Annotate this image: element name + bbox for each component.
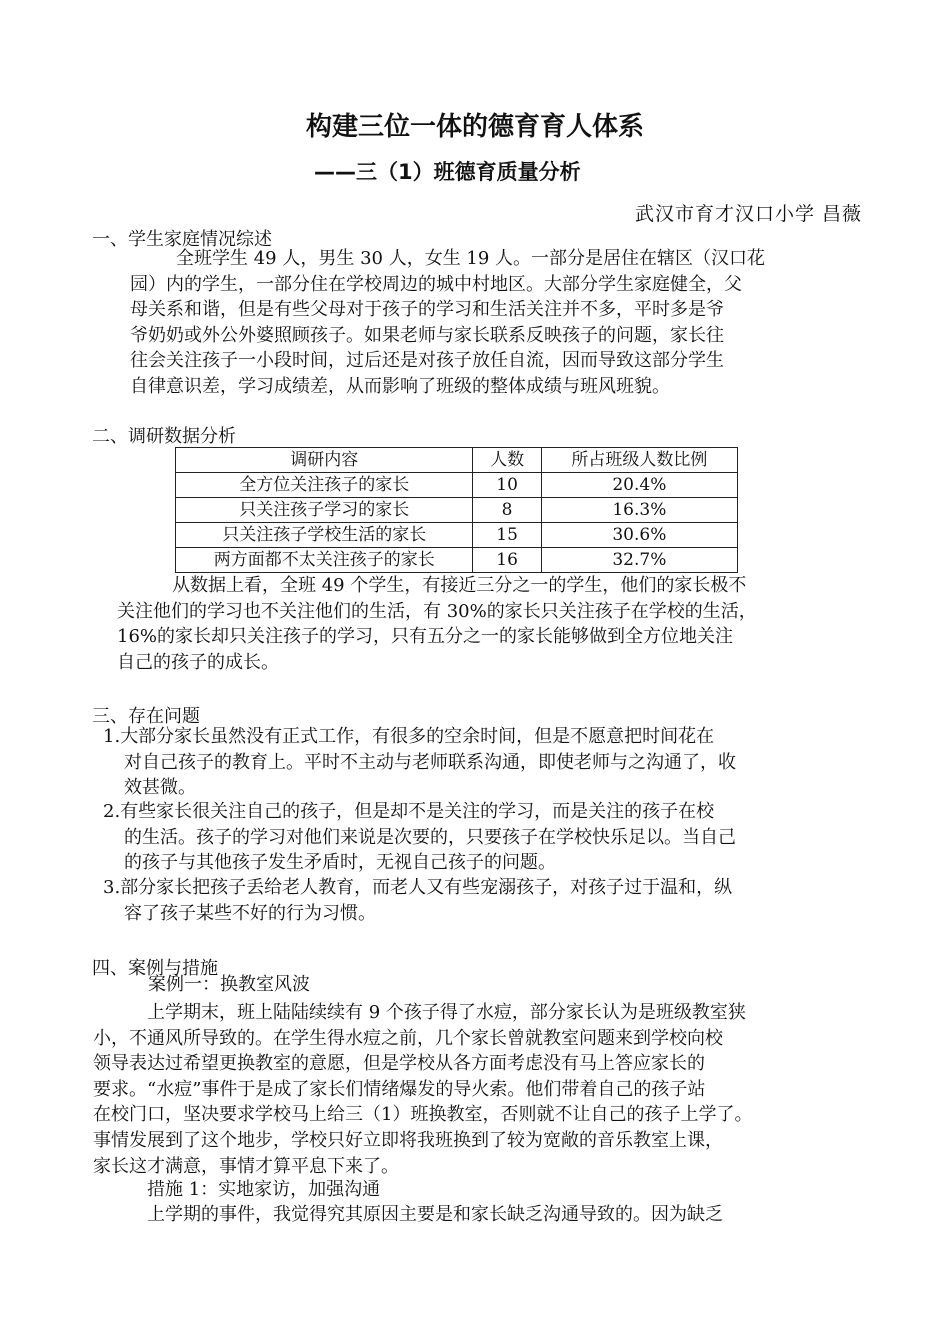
section-heading-1: 一、学生家庭情况综述 [92, 229, 272, 250]
issue-text: 的生活。孩子的学习对他们来说是次要的，只要孩子在学校快乐足以。当自己 [124, 826, 736, 848]
issue-text: 部分家长把孩子丢给老人教育，而老人又有些宠溺孩子，对孩子过于温和，纵 [120, 877, 733, 898]
table-cell: 8 [473, 498, 541, 523]
table-cell: 16 [473, 548, 541, 573]
issue-text: 有些家长很关注自己的孩子，但是却不是关注的学习，而是关注的孩子在校 [120, 801, 715, 822]
issue-number: 2. [103, 801, 121, 822]
page-subtitle: ——三（1）班德育质量分析 [314, 160, 581, 184]
section-1-paragraph [130, 246, 765, 400]
issue-text: 效甚微。 [124, 777, 196, 799]
measure-title: 措施 1：实地家访，加强沟通 [147, 1179, 381, 1200]
paragraph-line: 从数据上看，全班 49 个学生，有接近三分之一的学生，他们的家长极不 [172, 575, 747, 596]
table-row [176, 498, 738, 523]
section-heading-3: 三、存在问题 [92, 706, 200, 727]
issue-number: 1. [103, 726, 121, 747]
paragraph-line: 16%的家长却只关注孩子的学习，只有五分之一的家长能够做到全方位地关注 [117, 626, 734, 648]
case-paragraph [93, 1000, 752, 1179]
paragraph-line: 自己的孩子的成长。 [117, 651, 279, 673]
table-cell: 20.4% [541, 473, 737, 498]
table-row [176, 473, 738, 498]
paragraph-line: 园）内的学生，一部分住在学校周边的城中村地区。大部分学生家庭健全，父 [130, 273, 742, 295]
paragraph-line: 在校门口，坚决要求学校马上给三（1）班换教室，否则就不让自己的孩子上学了。 [93, 1104, 753, 1126]
table-row [176, 548, 738, 573]
page-title: 构建三位一体的德育育人体系 [305, 112, 644, 142]
table-cell: 15 [473, 523, 541, 548]
paragraph-line: 爷奶奶或外公外婆照顾孩子。如果老师与家长联系反映孩子的问题，家长往 [130, 324, 724, 346]
paragraph-line: 往会关注孩子一小段时间，过后还是对孩子放任自流，因而导致这部分学生 [130, 350, 724, 372]
paragraph-line: 关注他们的学习也不关注他们的生活，有 30%的家长只关注孩子在学校的生活， [117, 600, 757, 622]
table-cell: 32.7% [541, 548, 737, 573]
paragraph-line: 领导表达过希望更换教室的意愿，但是学校从各方面考虑没有马上答应家长的 [93, 1053, 705, 1075]
paragraph-line: 母关系和谐，但是有些父母对于孩子的学习和生活关注并不多，平时多是爷 [130, 299, 724, 321]
table-cell: 30.6% [541, 523, 737, 548]
paragraph-line: 自律意识差，学习成绩差，从而影响了班级的整体成绩与班风班貌。 [130, 375, 670, 397]
issue-item-2 [103, 799, 736, 876]
issue-text: 的孩子与其他孩子发生矛盾时，无视自己孩子的问题。 [124, 852, 556, 874]
issue-item-3 [103, 875, 732, 926]
table-header-cell: 调研内容 [176, 448, 473, 473]
table-header-cell: 所占班级人数比例 [541, 448, 737, 473]
table-cell: 只关注孩子学习的家长 [176, 498, 473, 523]
paragraph-line: 小，不通风所导致的。在学生得水痘之前，几个家长曾就教室问题来到学校向校 [93, 1027, 723, 1049]
table-cell: 10 [473, 473, 541, 498]
paragraph-line: 全班学生 49 人，男生 30 人，女生 19 人。一部分是居住在辖区（汉口花 [176, 248, 766, 269]
section-2-paragraph [117, 573, 757, 675]
table-row [176, 523, 738, 548]
table-header-cell: 人数 [473, 448, 541, 473]
section-heading-2: 二、调研数据分析 [92, 426, 236, 447]
case-title: 案例一：换教室风波 [148, 974, 310, 995]
paragraph-line: 上学期末，班上陆陆续续有 9 个孩子得了水痘，部分家长认为是班级教室狭 [147, 1002, 746, 1023]
survey-table [175, 447, 738, 573]
issue-text: 对自己孩子的教育上。平时不主动与老师联系沟通，即使老师与之沟通了，收 [124, 751, 736, 773]
table-cell: 两方面都不太关注孩子的家长 [176, 548, 473, 573]
table-header-row [176, 448, 738, 473]
paragraph-line: 事情发展到了这个地步，学校只好立即将我班换到了较为宽敞的音乐教室上课， [93, 1129, 723, 1151]
table-cell: 全方位关注孩子的家长 [176, 473, 473, 498]
issue-number: 3. [103, 877, 121, 898]
author-line: 武汉市育才汉口小学 昌薇 [634, 203, 862, 225]
issue-text: 大部分家长虽然没有正式工作，有很多的空余时间，但是不愿意把时间花在 [120, 726, 715, 747]
table-cell: 只关注孩子学校生活的家长 [176, 523, 473, 548]
table-cell: 16.3% [541, 498, 737, 523]
paragraph-line: 家长这才满意，事情才算平息下来了。 [93, 1155, 399, 1177]
section-heading-4: 四、案例与措施 [92, 958, 218, 979]
paragraph-line: 要求。“水痘”事件于是成了家长们情绪爆发的导火索。他们带着自己的孩子站 [93, 1078, 706, 1100]
issue-item-1 [103, 724, 736, 801]
measure-paragraph-line: 上学期的事件，我觉得究其原因主要是和家长缺乏沟通导致的。因为缺乏 [147, 1204, 723, 1225]
issue-text: 容了孩子某些不好的行为习惯。 [124, 902, 376, 924]
